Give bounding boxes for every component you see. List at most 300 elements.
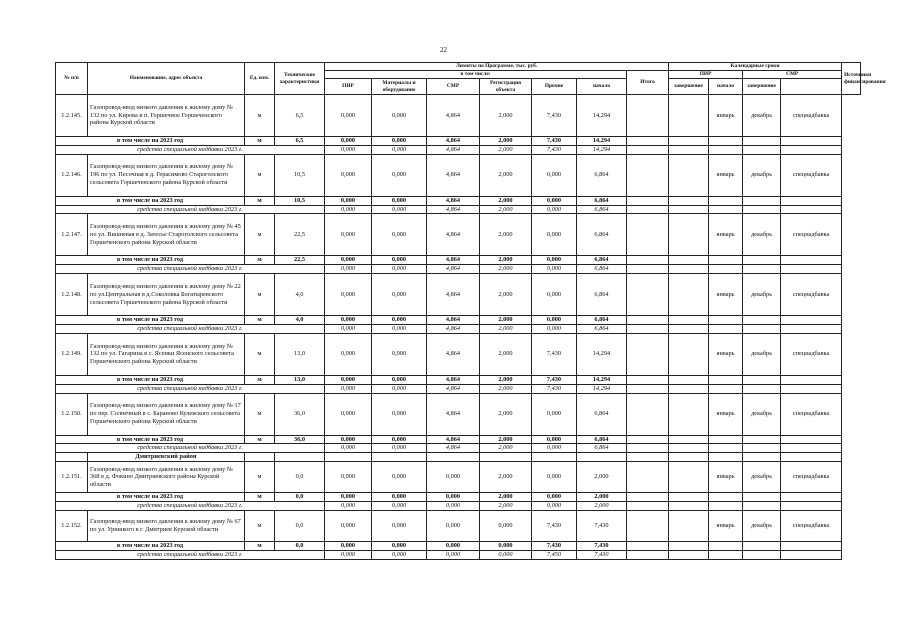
fund-total: 6,864 (577, 325, 627, 334)
subtotal-total: 6,864 (577, 256, 627, 265)
object-row (56, 333, 861, 375)
fund-mat: 0,000 (372, 444, 427, 453)
program-table (55, 62, 886, 560)
subtotal-reg: 2,000 (480, 137, 532, 146)
subtotal-row (56, 196, 861, 205)
fund-empty (627, 550, 669, 559)
object-smr-start: январь (709, 214, 743, 256)
object-pir: 0,000 (325, 214, 372, 256)
object-source: спецнадбавка (781, 511, 842, 542)
fund-other: 0,000 (532, 325, 577, 334)
object-number: 1.2.147. (56, 214, 88, 256)
object-source: спецнадбавка (781, 154, 842, 196)
subtotal-mat: 0,000 (372, 375, 427, 384)
object-source: спецнадбавка (781, 462, 842, 493)
object-other: 7,430 (532, 333, 577, 375)
fund-row (56, 502, 861, 511)
object-registration: 2,000 (480, 393, 532, 435)
fund-smr: 0,000 (427, 502, 480, 511)
subtotal-empty (781, 316, 842, 325)
subtotal-total: 6,864 (577, 435, 627, 444)
fund-reg: 2,000 (480, 325, 532, 334)
subtotal-total: 2,000 (577, 493, 627, 502)
object-pir-start (627, 511, 669, 542)
object-tech: 13,0 (275, 333, 325, 375)
region-empty (275, 453, 325, 462)
object-pir: 0,000 (325, 511, 372, 542)
subtotal-other: 0,000 (532, 435, 577, 444)
object-smr-end: декабрь (743, 462, 781, 493)
subtotal-total: 6,864 (577, 316, 627, 325)
object-materials: 0,000 (372, 333, 427, 375)
object-smr-end: декабрь (743, 214, 781, 256)
object-smr-start: январь (709, 462, 743, 493)
subtotal-row (56, 256, 861, 265)
object-registration: 2,000 (480, 274, 532, 316)
subtotal-smr: 4,864 (427, 256, 480, 265)
subtotal-empty (627, 256, 669, 265)
object-row (56, 462, 861, 493)
subtotal-reg: 2,000 (480, 256, 532, 265)
subtotal-tech: 36,0 (275, 435, 325, 444)
subtotal-empty (781, 196, 842, 205)
object-registration: 2,000 (480, 333, 532, 375)
subtotal-reg: 2,000 (480, 435, 532, 444)
subtotal-empty (669, 256, 709, 265)
subtotal-unit: м (245, 375, 275, 384)
fund-label: средства специальной надбавки 2023 г. (56, 325, 325, 334)
fund-empty (743, 384, 781, 393)
fund-empty (627, 384, 669, 393)
fund-total: 2,000 (577, 502, 627, 511)
object-pir: 0,000 (325, 95, 372, 137)
subtotal-other: 7,430 (532, 375, 577, 384)
subtotal-empty (627, 137, 669, 146)
object-row (56, 393, 861, 435)
subtotal-smr: 0,000 (427, 493, 480, 502)
object-number: 1.2.150. (56, 393, 88, 435)
fund-pir: 0,000 (325, 265, 372, 274)
fund-mat: 0,000 (372, 502, 427, 511)
object-unit: м (245, 511, 275, 542)
object-total: 2,000 (577, 462, 627, 493)
region-empty (532, 453, 577, 462)
object-unit: м (245, 462, 275, 493)
fund-empty (627, 325, 669, 334)
object-row (56, 95, 861, 137)
subtotal-label: в том числе на 2023 год (56, 256, 245, 265)
fund-row (56, 265, 861, 274)
fund-empty (743, 145, 781, 154)
object-other: 0,000 (532, 214, 577, 256)
object-other: 0,000 (532, 393, 577, 435)
object-total: 14,294 (577, 95, 627, 137)
region-row (56, 453, 861, 462)
object-pir-end (669, 511, 709, 542)
subtotal-row (56, 137, 861, 146)
fund-empty (709, 502, 743, 511)
subtotal-empty (669, 137, 709, 146)
object-registration: 0,000 (480, 511, 532, 542)
subtotal-other: 0,000 (532, 196, 577, 205)
object-smr-end: декабрь (743, 154, 781, 196)
object-source: спецнадбавка (781, 333, 842, 375)
fund-empty (669, 502, 709, 511)
object-unit: м (245, 95, 275, 137)
subtotal-label: в том числе на 2023 год (56, 375, 245, 384)
header-unit: Ед. изм. (245, 63, 275, 95)
subtotal-empty (627, 435, 669, 444)
header-pir: ПИР (325, 79, 372, 95)
object-number: 1.2.148. (56, 274, 88, 316)
header-registration: Регистрация объекта (480, 79, 532, 95)
object-number: 1.2.152. (56, 511, 88, 542)
header-pir-start: начало (577, 79, 627, 95)
header-sources: Источники финансирования (842, 63, 861, 95)
object-smr-end: декабрь (743, 393, 781, 435)
fund-empty (709, 325, 743, 334)
fund-smr: 0,000 (427, 550, 480, 559)
fund-other: 0,000 (532, 265, 577, 274)
object-other: 0,000 (532, 274, 577, 316)
region-title: Дмитриевский район (88, 453, 245, 462)
object-total: 6,864 (577, 274, 627, 316)
object-row (56, 274, 861, 316)
object-row (56, 511, 861, 542)
subtotal-tech: 0,0 (275, 542, 325, 551)
fund-total: 6,864 (577, 444, 627, 453)
object-unit: м (245, 214, 275, 256)
table-header (56, 63, 886, 95)
object-pir-start (627, 214, 669, 256)
fund-empty (743, 205, 781, 214)
region-empty (372, 453, 427, 462)
fund-empty (709, 145, 743, 154)
header-other: Прочие (532, 79, 577, 95)
object-registration: 2,000 (480, 154, 532, 196)
object-pir-start (627, 154, 669, 196)
fund-total: 14,294 (577, 145, 627, 154)
subtotal-empty (627, 493, 669, 502)
object-pir: 0,000 (325, 274, 372, 316)
object-pir-start (627, 462, 669, 493)
object-smr-start: январь (709, 274, 743, 316)
subtotal-empty (781, 493, 842, 502)
subtotal-empty (743, 256, 781, 265)
object-materials: 0,000 (372, 95, 427, 137)
fund-total: 7,430 (577, 550, 627, 559)
subtotal-empty (669, 316, 709, 325)
object-other: 7,430 (532, 95, 577, 137)
fund-empty (669, 384, 709, 393)
fund-mat: 0,000 (372, 265, 427, 274)
object-smr: 4,864 (427, 154, 480, 196)
subtotal-empty (743, 137, 781, 146)
subtotal-smr: 4,864 (427, 196, 480, 205)
object-name: Газопровод-ввод низкого давления к жилому дому № 67 по ул. Уришкого в г. Дмитриев Курской области (88, 511, 245, 542)
subtotal-reg: 2,000 (480, 493, 532, 502)
subtotal-mat: 0,000 (372, 316, 427, 325)
header-materials: Материалы и оборудование (372, 79, 427, 95)
fund-empty (627, 502, 669, 511)
object-pir-end (669, 214, 709, 256)
object-materials: 0,000 (372, 274, 427, 316)
object-smr: 4,864 (427, 214, 480, 256)
object-pir: 0,000 (325, 462, 372, 493)
header-calendar: Календарные сроки (669, 63, 842, 71)
fund-mat: 0,000 (372, 205, 427, 214)
fund-empty (627, 265, 669, 274)
header-smr-start: начало (709, 79, 743, 95)
object-total: 14,294 (577, 333, 627, 375)
fund-pir: 0,000 (325, 444, 372, 453)
region-empty (245, 453, 275, 462)
object-tech: 4,0 (275, 274, 325, 316)
subtotal-pir: 0,000 (325, 375, 372, 384)
object-smr: 0,000 (427, 511, 480, 542)
fund-empty (669, 550, 709, 559)
subtotal-empty (669, 196, 709, 205)
header-name: Наименование, адрес объекта (88, 63, 245, 95)
object-total: 6,864 (577, 154, 627, 196)
fund-row (56, 550, 861, 559)
region-empty (577, 453, 627, 462)
fund-mat: 0,000 (372, 550, 427, 559)
subtotal-empty (669, 542, 709, 551)
subtotal-tech: 22,5 (275, 256, 325, 265)
subtotal-pir: 0,000 (325, 316, 372, 325)
fund-row (56, 444, 861, 453)
fund-other: 0,000 (532, 444, 577, 453)
fund-reg: 2,000 (480, 444, 532, 453)
object-name: Газопровод-ввод низкого давления к жилому дому № 368 в д. Фокино Дмитриевского района Курской области (88, 462, 245, 493)
object-number: 1.2.146. (56, 154, 88, 196)
header-smr: СМР (427, 79, 480, 95)
region-empty (627, 453, 669, 462)
object-smr: 4,864 (427, 274, 480, 316)
subtotal-mat: 0,000 (372, 435, 427, 444)
subtotal-pir: 0,000 (325, 435, 372, 444)
subtotal-empty (709, 542, 743, 551)
subtotal-empty (627, 316, 669, 325)
subtotal-mat: 0,000 (372, 542, 427, 551)
fund-total: 6,864 (577, 265, 627, 274)
subtotal-unit: м (245, 256, 275, 265)
object-smr: 4,864 (427, 393, 480, 435)
object-name: Газопровод-ввод низкого давления к жилому дому № 132 по ул. Гагарина в с. Ясенки Ясенского сельсовета Горшеченского района Курской области (88, 333, 245, 375)
fund-other: 0,000 (532, 502, 577, 511)
object-smr-start: январь (709, 95, 743, 137)
fund-other: 7,430 (532, 145, 577, 154)
object-other: 0,000 (532, 154, 577, 196)
subtotal-empty (709, 196, 743, 205)
fund-empty (743, 265, 781, 274)
object-total: 6,864 (577, 393, 627, 435)
subtotal-other: 7,430 (532, 137, 577, 146)
fund-empty (781, 384, 842, 393)
subtotal-total: 7,430 (577, 542, 627, 551)
object-pir-end (669, 154, 709, 196)
fund-empty (709, 444, 743, 453)
object-source: спецнадбавка (781, 214, 842, 256)
subtotal-empty (627, 542, 669, 551)
object-pir-end (669, 274, 709, 316)
subtotal-row (56, 316, 861, 325)
fund-empty (709, 384, 743, 393)
subtotal-tech: 13,0 (275, 375, 325, 384)
object-pir: 0,000 (325, 154, 372, 196)
fund-label: средства специальной надбавки 2023 г. (56, 384, 325, 393)
object-row (56, 154, 861, 196)
object-smr: 0,000 (427, 462, 480, 493)
fund-row (56, 384, 861, 393)
fund-empty (669, 444, 709, 453)
fund-empty (781, 444, 842, 453)
object-other: 7,430 (532, 511, 577, 542)
fund-pir: 0,000 (325, 205, 372, 214)
object-row (56, 214, 861, 256)
subtotal-row (56, 542, 861, 551)
subtotal-empty (627, 196, 669, 205)
fund-empty (743, 325, 781, 334)
subtotal-other: 0,000 (532, 493, 577, 502)
object-smr-end: декабрь (743, 274, 781, 316)
object-tech: 22,5 (275, 214, 325, 256)
region-empty (709, 453, 743, 462)
fund-empty (781, 205, 842, 214)
object-smr-start: январь (709, 511, 743, 542)
object-materials: 0,000 (372, 393, 427, 435)
fund-empty (709, 265, 743, 274)
subtotal-pir: 0,000 (325, 256, 372, 265)
subtotal-empty (709, 256, 743, 265)
subtotal-label: в том числе на 2023 год (56, 493, 245, 502)
object-smr-start: январь (709, 393, 743, 435)
subtotal-other: 0,000 (532, 256, 577, 265)
object-pir-end (669, 333, 709, 375)
fund-smr: 4,864 (427, 384, 480, 393)
fund-total: 6,864 (577, 205, 627, 214)
region-empty (480, 453, 532, 462)
subtotal-empty (709, 316, 743, 325)
region-empty (427, 453, 480, 462)
subtotal-row (56, 493, 861, 502)
fund-total: 14,294 (577, 384, 627, 393)
fund-empty (627, 145, 669, 154)
subtotal-mat: 0,000 (372, 196, 427, 205)
fund-row (56, 145, 861, 154)
object-name: Газопровод-ввод низкого давления к жилому дому № 196 по ул. Песочная в д. Герасимово Староголского сельсовета Горшеченского района Курской области (88, 154, 245, 196)
fund-mat: 0,000 (372, 325, 427, 334)
object-pir-end (669, 462, 709, 493)
fund-smr: 4,864 (427, 325, 480, 334)
object-smr-start: январь (709, 154, 743, 196)
object-source: спецнадбавка (781, 274, 842, 316)
fund-smr: 4,864 (427, 265, 480, 274)
subtotal-tech: 4,0 (275, 316, 325, 325)
fund-reg: 0,000 (480, 550, 532, 559)
region-empty (669, 453, 709, 462)
fund-empty (781, 325, 842, 334)
subtotal-empty (709, 375, 743, 384)
fund-label: средства специальной надбавки 2023 г. (56, 444, 325, 453)
object-tech: 36,0 (275, 393, 325, 435)
fund-empty (669, 145, 709, 154)
object-pir: 0,000 (325, 333, 372, 375)
object-materials: 0,000 (372, 154, 427, 196)
subtotal-empty (627, 375, 669, 384)
header-total: Итого (627, 71, 669, 95)
subtotal-unit: м (245, 542, 275, 551)
object-name: Газопровод-ввод низкого давления к жилому дому № 45 по ул. Вишневая в д. Затесье Староголского сельсовета Горшеченского района Курской области (88, 214, 245, 256)
header-num: № п/п (56, 63, 88, 95)
fund-other: 7,430 (532, 384, 577, 393)
subtotal-empty (781, 375, 842, 384)
object-pir-start (627, 393, 669, 435)
subtotal-empty (669, 375, 709, 384)
header-cal-pir: ПИР (669, 71, 743, 79)
subtotal-smr: 4,864 (427, 316, 480, 325)
object-smr: 4,864 (427, 333, 480, 375)
fund-empty (781, 265, 842, 274)
object-unit: м (245, 393, 275, 435)
fund-label: средства специальной надбавки 2023 г. (56, 265, 325, 274)
fund-smr: 4,864 (427, 145, 480, 154)
object-smr: 4,864 (427, 95, 480, 137)
fund-empty (709, 550, 743, 559)
subtotal-reg: 2,000 (480, 316, 532, 325)
object-smr-start: январь (709, 333, 743, 375)
region-empty (743, 453, 781, 462)
subtotal-tech: 6,5 (275, 137, 325, 146)
subtotal-empty (709, 137, 743, 146)
subtotal-unit: м (245, 137, 275, 146)
fund-empty (743, 502, 781, 511)
object-smr-end: декабрь (743, 333, 781, 375)
fund-empty (669, 265, 709, 274)
fund-empty (669, 325, 709, 334)
fund-row (56, 325, 861, 334)
subtotal-empty (781, 137, 842, 146)
fund-empty (781, 550, 842, 559)
subtotal-label: в том числе на 2023 год (56, 542, 245, 551)
subtotal-mat: 0,000 (372, 256, 427, 265)
subtotal-row (56, 435, 861, 444)
subtotal-total: 14,294 (577, 137, 627, 146)
fund-other: 0,000 (532, 205, 577, 214)
subtotal-empty (743, 375, 781, 384)
subtotal-pir: 0,000 (325, 542, 372, 551)
fund-reg: 2,000 (480, 205, 532, 214)
subtotal-label: в том числе на 2023 год (56, 137, 245, 146)
subtotal-pir: 0,000 (325, 196, 372, 205)
subtotal-empty (781, 256, 842, 265)
region-empty (56, 453, 88, 462)
object-unit: м (245, 333, 275, 375)
fund-empty (627, 205, 669, 214)
object-name: Газопровод-ввод низкого давления к жилому дому № 17 по пер. Солнечный в с. Бараново Кулевского сельсовета Горшеченского района Курской области (88, 393, 245, 435)
fund-smr: 4,864 (427, 205, 480, 214)
subtotal-pir: 0,000 (325, 493, 372, 502)
object-pir-end (669, 393, 709, 435)
page-number: 22 (440, 46, 447, 54)
object-number: 1.2.145. (56, 95, 88, 137)
fund-mat: 0,000 (372, 384, 427, 393)
object-number: 1.2.149. (56, 333, 88, 375)
subtotal-empty (743, 493, 781, 502)
subtotal-label: в том числе на 2023 год (56, 196, 245, 205)
object-tech: 0,0 (275, 462, 325, 493)
